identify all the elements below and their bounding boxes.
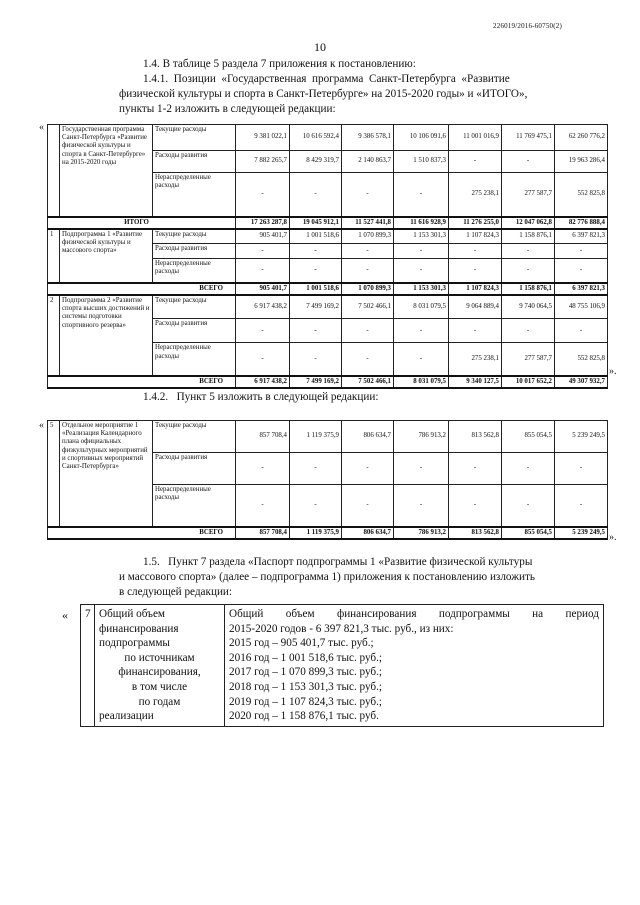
passport-right-line: 2015-2020 годов - 6 397 821,3 тыс. руб., из них: <box>229 622 454 635</box>
value-cell: 6 397 821,3 <box>555 229 608 244</box>
value-cell: - <box>290 319 342 343</box>
value-cell: - <box>555 319 608 343</box>
value-cell: - <box>342 173 394 217</box>
value-cell: - <box>555 244 608 259</box>
total-value-cell: 9 340 127,5 <box>449 376 502 388</box>
total-value-cell: 786 913,2 <box>394 527 449 539</box>
value-cell: 552 825,8 <box>555 173 608 217</box>
value-cell: - <box>449 259 502 283</box>
value-cell: - <box>342 319 394 343</box>
value-cell: - <box>555 259 608 283</box>
quote-open-3: « <box>62 608 68 622</box>
table-row <box>48 229 608 244</box>
program-name-cell: Государственная программа Санкт-Петербурга «Развитие физической культуры и спорта в Санкт-Петербурге» на 2015-2020 годы <box>60 125 153 217</box>
expense-type-cell: Расходы развития <box>153 453 236 485</box>
passport-right-line: 2016 год – 1 001 518,6 тыс. руб.; <box>229 651 383 664</box>
value-cell: 6 917 438,2 <box>236 295 290 319</box>
program-name-cell: Отдельное мероприятие 1 «Реализация Календарного плана официальных физкультурных мероприятий и спортивных мероприятий Санкт-Петербурга» <box>60 421 153 527</box>
value-cell: - <box>236 453 290 485</box>
value-cell: 552 825,8 <box>555 343 608 376</box>
value-cell: 9 381 022,1 <box>236 125 290 151</box>
total-value-cell: 857 708,4 <box>236 527 290 539</box>
total-value-cell: 1 153 301,3 <box>394 283 449 295</box>
total-value-cell: 7 502 466,1 <box>342 376 394 388</box>
value-cell: - <box>342 259 394 283</box>
value-cell: 786 913,2 <box>394 421 449 453</box>
paragraph-1-5-line1: 1.5. Пункт 7 раздела «Паспорт подпрограммы 1 «Развитие физической культуры <box>143 556 533 568</box>
value-cell: 277 587,7 <box>502 173 555 217</box>
value-cell: 1 107 824,3 <box>449 229 502 244</box>
total-value-cell: 1 107 824,3 <box>449 283 502 295</box>
finance-table-1 <box>47 124 608 389</box>
itogo-value-cell: 11 616 928,9 <box>394 217 449 229</box>
value-cell: 9 386 578,1 <box>342 125 394 151</box>
paragraph-1-4-2: 1.4.2. Пункт 5 изложить в следующей редакции: <box>143 391 379 403</box>
itogo-value-cell: 11 527 441,8 <box>342 217 394 229</box>
value-cell: - <box>394 259 449 283</box>
value-cell: - <box>394 485 449 527</box>
value-cell: - <box>394 244 449 259</box>
program-name-cell: Подпрограмма 2 «Развитие спорта высших достижений и системы подготовки спортивного резерва» <box>60 295 153 376</box>
value-cell: - <box>502 244 555 259</box>
value-cell: 11 769 475,1 <box>502 125 555 151</box>
value-cell: 62 260 776,2 <box>555 125 608 151</box>
row-number-cell: 1 <box>48 229 60 283</box>
itogo-value-cell: 82 776 888,4 <box>555 217 608 229</box>
value-cell: 8 031 079,5 <box>394 295 449 319</box>
value-cell: - <box>236 244 290 259</box>
passport-right-cell <box>225 605 604 727</box>
value-cell: - <box>236 485 290 527</box>
value-cell: 7 502 466,1 <box>342 295 394 319</box>
paragraph-1-5-line3: в следующей редакции: <box>119 586 233 598</box>
value-cell: - <box>394 173 449 217</box>
expense-type-cell: Нераспределенные расходы <box>153 343 236 376</box>
total-row <box>48 283 608 295</box>
value-cell: - <box>342 343 394 376</box>
value-cell: - <box>236 259 290 283</box>
itogo-value-cell: 12 047 062,8 <box>502 217 555 229</box>
value-cell: - <box>502 453 555 485</box>
value-cell: 7 499 169,2 <box>290 295 342 319</box>
quote-close-2: ». <box>609 532 617 543</box>
value-cell: - <box>449 453 502 485</box>
value-cell: - <box>502 485 555 527</box>
total-label: ВСЕГО <box>48 527 236 539</box>
paragraph-1-4-1-line3: пункты 1-2 изложить в следующей редакции: <box>119 103 336 115</box>
value-cell: 19 963 286,4 <box>555 151 608 173</box>
expense-type-cell: Текущие расходы <box>153 229 236 244</box>
total-value-cell: 1 070 899,3 <box>342 283 394 295</box>
expense-type-cell: Расходы развития <box>153 244 236 259</box>
value-cell: 857 708,4 <box>236 421 290 453</box>
value-cell: - <box>342 485 394 527</box>
passport-left-cell <box>95 605 225 727</box>
passport-right-line: 2017 год – 1 070 899,3 тыс. руб.; <box>229 666 383 679</box>
value-cell: - <box>502 151 555 173</box>
total-value-cell: 6 917 438,2 <box>236 376 290 388</box>
passport-left-line: в том числе <box>131 680 188 693</box>
expense-type-cell: Текущие расходы <box>153 295 236 319</box>
total-value-cell: 49 307 932,7 <box>555 376 608 388</box>
program-name-cell: Подпрограмма 1 «Развитие физической культуры и массового спорта» <box>60 229 153 283</box>
value-cell: - <box>290 453 342 485</box>
value-cell: - <box>342 244 394 259</box>
value-cell: 9 064 889,4 <box>449 295 502 319</box>
value-cell: 275 238,1 <box>449 173 502 217</box>
table-row <box>48 421 608 453</box>
passport-right-line: 2015 год – 905 401,7 тыс. руб.; <box>229 637 374 650</box>
row-number-cell: 5 <box>48 421 60 527</box>
expense-type-cell: Расходы развития <box>153 151 236 173</box>
total-value-cell: 8 031 079,5 <box>394 376 449 388</box>
paragraph-1-4: 1.4. В таблице 5 раздела 7 приложения к постановлению: <box>143 58 416 70</box>
itogo-label: ИТОГО <box>48 217 236 229</box>
total-value-cell: 10 017 652,2 <box>502 376 555 388</box>
value-cell: - <box>342 453 394 485</box>
expense-type-cell: Нераспределенные расходы <box>153 259 236 283</box>
value-cell: - <box>290 173 342 217</box>
value-cell: 806 634,7 <box>342 421 394 453</box>
paragraph-1-4-1-line2: физической культуры и спорта в Санкт-Петербурге» на 2015-2020 годы» и «ИТОГО», <box>119 88 528 100</box>
expense-type-cell: Нераспределенные расходы <box>153 173 236 217</box>
page-number: 10 <box>314 40 326 54</box>
table-row <box>48 295 608 319</box>
value-cell: 10 106 091,6 <box>394 125 449 151</box>
value-cell: 1 153 301,3 <box>394 229 449 244</box>
total-row <box>48 376 608 388</box>
passport-left-line: реализации <box>99 710 154 723</box>
passport-left-line: финансирования <box>99 622 179 635</box>
value-cell: 277 587,7 <box>502 343 555 376</box>
paragraph-1-4-1-line1: 1.4.1. Позиции «Государственная программа Санкт-Петербурга «Развитие <box>143 73 510 85</box>
value-cell: 275 238,1 <box>449 343 502 376</box>
passport-left-line: подпрограммы <box>99 637 170 650</box>
total-value-cell: 1 119 375,9 <box>290 527 342 539</box>
itogo-row <box>48 217 608 229</box>
value-cell: 905 401,7 <box>236 229 290 244</box>
expense-type-cell: Текущие расходы <box>153 421 236 453</box>
value-cell: - <box>236 173 290 217</box>
value-cell: - <box>290 259 342 283</box>
row-number-cell <box>48 125 60 217</box>
passport-right-first-line: Общий объем финансирования подпрограммы на период <box>229 608 599 620</box>
value-cell: 2 140 863,7 <box>342 151 394 173</box>
value-cell: - <box>555 485 608 527</box>
value-cell: 1 510 837,3 <box>394 151 449 173</box>
total-value-cell: 905 401,7 <box>236 283 290 295</box>
total-row <box>48 527 608 539</box>
total-value-cell: 6 397 821,3 <box>555 283 608 295</box>
expense-type-cell: Текущие расходы <box>153 125 236 151</box>
total-value-cell: 1 158 876,1 <box>502 283 555 295</box>
passport-left-line: Общий объем <box>99 608 165 620</box>
expense-type-cell: Нераспределенные расходы <box>153 485 236 527</box>
total-label: ВСЕГО <box>48 283 236 295</box>
passport-row-number: 7 <box>81 605 95 727</box>
quote-open-2: « <box>39 420 44 431</box>
passport-left-line: по годам <box>138 695 181 708</box>
document-number: 226019/2016-60750(2) <box>493 22 562 30</box>
total-value-cell: 855 054,5 <box>502 527 555 539</box>
total-value-cell: 806 634,7 <box>342 527 394 539</box>
value-cell: - <box>555 453 608 485</box>
itogo-value-cell: 11 276 255,0 <box>449 217 502 229</box>
value-cell: - <box>290 244 342 259</box>
value-cell: - <box>502 259 555 283</box>
passport-right-line: 2019 год – 1 107 824,3 тыс. руб.; <box>229 695 383 708</box>
value-cell: 855 054,5 <box>502 421 555 453</box>
value-cell: 10 616 592,4 <box>290 125 342 151</box>
total-value-cell: 1 001 518,6 <box>290 283 342 295</box>
itogo-value-cell: 17 263 287,8 <box>236 217 290 229</box>
value-cell: - <box>449 244 502 259</box>
passport-left-line: по источникам <box>124 651 195 664</box>
total-label: ВСЕГО <box>48 376 236 388</box>
value-cell: 11 001 016,9 <box>449 125 502 151</box>
table-row <box>48 125 608 151</box>
value-cell: 9 740 064,5 <box>502 295 555 319</box>
value-cell: - <box>449 319 502 343</box>
finance-table-2 <box>47 420 608 540</box>
value-cell: 7 882 265,7 <box>236 151 290 173</box>
value-cell: - <box>394 319 449 343</box>
value-cell: - <box>290 343 342 376</box>
row-number-cell: 2 <box>48 295 60 376</box>
passport-right-line: 2020 год – 1 158 876,1 тыс. руб. <box>229 710 379 723</box>
value-cell: 5 239 249,5 <box>555 421 608 453</box>
value-cell: - <box>449 151 502 173</box>
itogo-value-cell: 19 045 912,1 <box>290 217 342 229</box>
value-cell: 48 755 106,9 <box>555 295 608 319</box>
paragraph-1-5-line2: и массового спорта» (далее – подпрограмма 1) приложения к постановлению изложить <box>119 571 535 583</box>
value-cell: 1 070 899,3 <box>342 229 394 244</box>
total-value-cell: 5 239 249,5 <box>555 527 608 539</box>
passport-right-line: 2018 год – 1 153 301,3 тыс. руб.; <box>229 680 383 693</box>
value-cell: 1 001 518,6 <box>290 229 342 244</box>
passport-table <box>80 604 604 727</box>
value-cell: - <box>449 485 502 527</box>
total-value-cell: 813 562,8 <box>449 527 502 539</box>
passport-left-line: финансирования, <box>118 666 201 679</box>
quote-open: « <box>39 122 44 133</box>
total-value-cell: 7 499 169,2 <box>290 376 342 388</box>
value-cell: 8 429 319,7 <box>290 151 342 173</box>
expense-type-cell: Расходы развития <box>153 319 236 343</box>
value-cell: 813 562,8 <box>449 421 502 453</box>
value-cell: - <box>394 343 449 376</box>
value-cell: - <box>236 319 290 343</box>
value-cell: 1 119 375,9 <box>290 421 342 453</box>
value-cell: - <box>502 319 555 343</box>
value-cell: - <box>290 485 342 527</box>
quote-close: ». <box>609 366 617 377</box>
value-cell: - <box>236 343 290 376</box>
value-cell: - <box>394 453 449 485</box>
value-cell: 1 158 876,1 <box>502 229 555 244</box>
